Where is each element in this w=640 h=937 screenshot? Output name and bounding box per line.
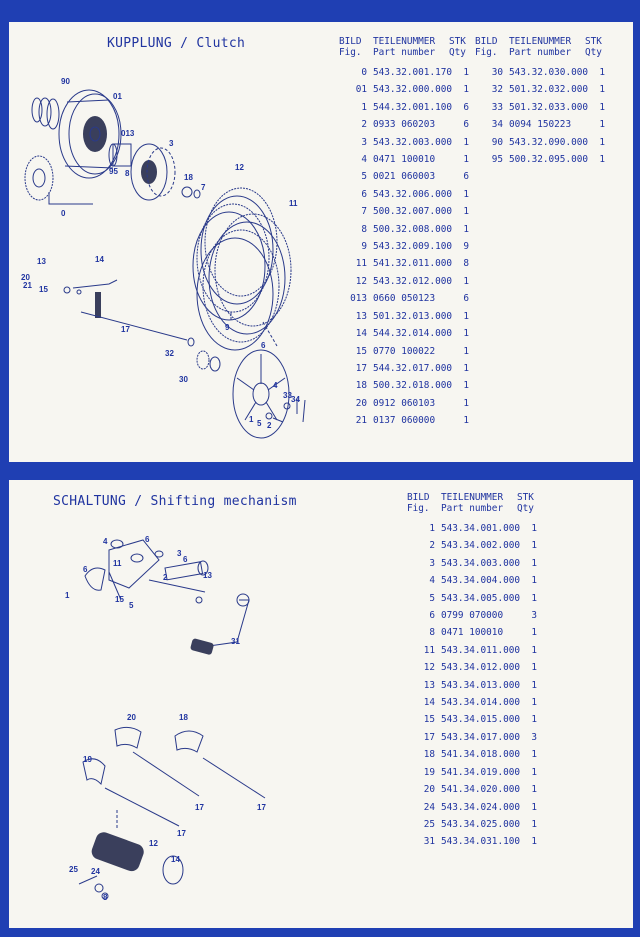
qty-cell: 1 <box>599 154 605 166</box>
qty-cell: 6 <box>463 293 469 305</box>
fig-cell: 30 <box>491 67 503 78</box>
qty-cell: 6 <box>463 119 469 131</box>
callout-90: 90 <box>61 77 70 86</box>
table-row <box>339 81 473 98</box>
fig-cell: 17 <box>423 731 435 743</box>
table-row <box>407 572 541 589</box>
callout-6: 6 <box>145 535 150 544</box>
fig-cell: 13 <box>423 679 435 691</box>
part-number-cell: 541.34.018.000 <box>441 749 521 761</box>
qty-cell: 1 <box>463 154 469 166</box>
table-row <box>407 659 541 676</box>
part-number-cell: 543.32.003.000 <box>373 136 453 148</box>
fig-cell: 11 <box>355 258 367 270</box>
table-row <box>339 325 473 342</box>
callout-2: 2 <box>163 573 168 582</box>
callout-11: 11 <box>113 559 122 568</box>
qty-cell: 1 <box>531 662 537 674</box>
qty-cell: 1 <box>463 362 469 374</box>
qty-cell: 1 <box>463 275 469 287</box>
callout-21: 21 <box>23 281 32 290</box>
fig-cell: 5 <box>429 592 435 604</box>
fig-cell: 4 <box>361 154 367 166</box>
shifting-exploded-diagram <box>9 480 339 928</box>
shift-shaft-assembly <box>85 540 208 603</box>
fig-cell: 8 <box>429 627 435 639</box>
table-row <box>339 203 473 220</box>
qty-cell: 1 <box>463 136 469 148</box>
callout-25: 25 <box>69 865 78 874</box>
callout-5: 5 <box>257 419 262 428</box>
callout-4: 4 <box>103 537 108 546</box>
qty-cell: 1 <box>531 523 537 534</box>
table-row <box>339 221 473 238</box>
callout-2: 2 <box>267 421 272 430</box>
clutch-exploded-diagram <box>9 22 339 462</box>
part-number-cell: 544.32.017.000 <box>373 362 453 374</box>
table-row <box>475 64 609 81</box>
clutch-parts-table-right <box>475 37 609 168</box>
callout-11: 11 <box>289 199 298 208</box>
part-number-cell: 500.32.008.000 <box>373 223 453 235</box>
clutch-title: KUPPLUNG / Clutch <box>107 36 246 51</box>
qty-cell: 1 <box>599 119 605 131</box>
fig-cell: 20 <box>355 397 367 409</box>
part-number-cell: 543.32.006.000 <box>373 188 453 200</box>
table-row <box>339 290 473 307</box>
part-number-cell: 541.34.019.000 <box>441 766 521 778</box>
callout-12: 12 <box>235 163 244 172</box>
fig-cell: 19 <box>423 766 435 778</box>
fig-cell: 6 <box>361 188 367 200</box>
table-row <box>339 343 473 360</box>
part-number-cell: 500.32.018.000 <box>373 380 453 392</box>
table-row <box>407 833 541 850</box>
table-row <box>407 555 541 572</box>
callout-4: 4 <box>273 381 278 390</box>
fig-cell: 013 <box>350 293 367 305</box>
part-number-cell: 543.34.025.000 <box>441 818 521 830</box>
part-number-cell: 541.32.011.000 <box>373 258 453 270</box>
fig-cell: 95 <box>491 154 503 166</box>
qty-cell: 1 <box>463 397 469 409</box>
table-row <box>339 134 473 151</box>
callout-17: 17 <box>121 325 130 334</box>
qty-cell: 1 <box>531 557 537 569</box>
part-number-cell: 543.34.001.000 <box>441 523 521 534</box>
table-header: BILD TEILENUMMER STK Fig. Part number Qty <box>407 492 534 514</box>
part-number-cell: 543.32.030.000 <box>509 67 589 78</box>
part-number-cell: 501.32.032.000 <box>509 84 589 96</box>
shift-drum <box>89 830 183 884</box>
table-row <box>407 746 541 763</box>
qty-cell: 1 <box>531 836 537 848</box>
callout-0: 0 <box>61 209 66 218</box>
part-number-cell: 500.32.095.000 <box>509 154 589 166</box>
fig-cell: 9 <box>361 241 367 253</box>
callout-9: 9 <box>225 323 230 332</box>
callout-15: 15 <box>39 285 48 294</box>
part-number-cell: 500.32.007.000 <box>373 206 453 218</box>
table-row <box>407 816 541 833</box>
callout-17b: 17 <box>257 803 266 812</box>
clutch-parts-table-left <box>339 37 473 430</box>
callout-6: 6 <box>261 341 266 350</box>
callout-95: 95 <box>109 167 118 176</box>
fig-cell: 15 <box>355 345 367 357</box>
part-number-cell: 543.34.013.000 <box>441 679 521 691</box>
callout-8: 8 <box>125 169 130 178</box>
qty-cell: 1 <box>599 67 605 78</box>
part-number-cell: 543.34.015.000 <box>441 714 521 726</box>
table-row <box>407 537 541 554</box>
qty-cell: 1 <box>531 818 537 830</box>
table-row <box>339 99 473 116</box>
callout-13: 13 <box>203 571 212 580</box>
callout-17a: 17 <box>195 803 204 812</box>
table-row <box>475 116 609 133</box>
qty-cell: 1 <box>531 784 537 796</box>
qty-cell: 1 <box>463 188 469 200</box>
fig-cell: 3 <box>429 557 435 569</box>
thrust-washers <box>32 98 59 129</box>
callout-6c: 6 <box>83 565 88 574</box>
clutch-lever <box>64 280 117 318</box>
callout-15: 15 <box>115 595 124 604</box>
part-number-cell: 543.32.012.000 <box>373 275 453 287</box>
part-number-cell: 0137 060000 <box>373 415 436 427</box>
callout-20: 20 <box>21 273 30 282</box>
fig-cell: 90 <box>491 136 503 148</box>
part-number-cell: 0933 060203 <box>373 119 436 131</box>
fig-cell: 13 <box>355 310 367 322</box>
callout-31: 31 <box>231 637 240 646</box>
table-row <box>339 186 473 203</box>
part-number-cell: 543.32.001.170 <box>373 67 453 78</box>
table-row <box>475 151 609 168</box>
table-row <box>407 711 541 728</box>
qty-cell: 1 <box>531 697 537 709</box>
qty-cell: 1 <box>463 206 469 218</box>
part-number-cell: 543.34.017.000 <box>441 731 521 743</box>
table-row <box>407 694 541 711</box>
qty-cell: 1 <box>463 380 469 392</box>
fig-cell: 34 <box>491 119 503 131</box>
fig-cell: 33 <box>491 101 503 113</box>
callout-5: 5 <box>129 601 134 610</box>
callout-33: 33 <box>283 391 292 400</box>
qty-cell: 1 <box>531 627 537 639</box>
table-row <box>339 255 473 272</box>
fig-cell: 5 <box>361 171 367 183</box>
qty-cell: 1 <box>463 67 469 78</box>
fig-cell: 2 <box>429 540 435 552</box>
table-row <box>407 624 541 641</box>
qty-cell: 1 <box>463 310 469 322</box>
table-row <box>407 590 541 607</box>
table-row <box>339 64 473 81</box>
qty-cell: 9 <box>463 241 469 253</box>
push-rod <box>81 312 187 340</box>
table-row <box>339 395 473 412</box>
fig-cell: 25 <box>423 818 435 830</box>
table-row <box>407 729 541 746</box>
part-number-cell: 0471 100010 <box>441 627 504 639</box>
qty-cell: 1 <box>531 766 537 778</box>
callout-32: 32 <box>165 349 174 358</box>
fig-cell: 17 <box>355 362 367 374</box>
part-number-cell: 543.34.014.000 <box>441 697 521 709</box>
fig-cell: 32 <box>491 84 503 96</box>
qty-cell: 1 <box>463 84 469 96</box>
fig-cell: 01 <box>355 84 367 96</box>
qty-cell: 1 <box>531 575 537 587</box>
table-row <box>407 607 541 624</box>
part-number-cell: 0471 100010 <box>373 154 436 166</box>
shift-forks <box>83 727 203 784</box>
part-number-cell: 543.34.002.000 <box>441 540 521 552</box>
fig-cell: 14 <box>423 697 435 709</box>
fig-cell: 7 <box>361 206 367 218</box>
callout-17c: 17 <box>177 829 186 838</box>
table-row <box>407 799 541 816</box>
table-header: BILD TEILENUMMER STK Fig. Part number Qty <box>475 36 602 58</box>
callout-30: 30 <box>179 375 188 384</box>
fig-cell: 0 <box>361 67 367 78</box>
callout-013: 013 <box>121 129 135 138</box>
qty-cell: 6 <box>463 101 469 113</box>
table-row <box>407 764 541 781</box>
part-number-cell: 501.32.013.000 <box>373 310 453 322</box>
part-number-cell: 543.34.004.000 <box>441 575 521 587</box>
qty-cell: 1 <box>531 801 537 813</box>
qty-cell: 1 <box>599 84 605 96</box>
qty-cell: 8 <box>463 258 469 270</box>
part-number-cell: 543.32.000.000 <box>373 84 453 96</box>
fig-cell: 20 <box>423 784 435 796</box>
part-number-cell: 544.32.014.000 <box>373 328 453 340</box>
part-number-cell: 543.32.009.100 <box>373 241 453 253</box>
table-row <box>339 308 473 325</box>
fig-cell: 1 <box>429 523 435 534</box>
table-row <box>407 642 541 659</box>
table-row <box>339 273 473 290</box>
callout-8: 8 <box>103 893 108 902</box>
table-header: BILD TEILENUMMER STK Fig. Part number Qty <box>339 36 466 58</box>
fig-cell: 24 <box>423 801 435 813</box>
callout-20: 20 <box>127 713 136 722</box>
part-number-cell: 0660 050123 <box>373 293 436 305</box>
qty-cell: 1 <box>463 223 469 235</box>
shifting-panel <box>9 480 633 928</box>
clutch-plates <box>193 188 291 350</box>
fig-cell: 12 <box>355 275 367 287</box>
qty-cell: 3 <box>531 731 537 743</box>
part-number-cell: 543.34.005.000 <box>441 592 521 604</box>
fig-cell: 4 <box>429 575 435 587</box>
qty-cell: 1 <box>531 679 537 691</box>
part-number-cell: 0799 070000 <box>441 610 504 622</box>
table-row <box>339 377 473 394</box>
part-number-cell: 543.32.090.000 <box>509 136 589 148</box>
qty-cell: 1 <box>531 644 537 656</box>
table-row <box>407 781 541 798</box>
table-row <box>407 677 541 694</box>
table-row <box>339 412 473 429</box>
fig-cell: 6 <box>429 610 435 622</box>
qty-cell: 1 <box>531 592 537 604</box>
callout-12: 12 <box>149 839 158 848</box>
callout-7: 7 <box>201 183 206 192</box>
part-number-cell: 501.32.033.000 <box>509 101 589 113</box>
fig-cell: 31 <box>423 836 435 848</box>
callout-34: 34 <box>291 395 300 404</box>
table-row <box>339 360 473 377</box>
fig-cell: 18 <box>423 749 435 761</box>
fig-cell: 8 <box>361 223 367 235</box>
qty-cell: 1 <box>531 749 537 761</box>
qty-cell: 6 <box>463 171 469 183</box>
callout-6b: 6 <box>183 555 188 564</box>
part-number-cell: 0770 100022 <box>373 345 436 357</box>
clutch-panel <box>9 22 633 462</box>
part-number-cell: 0912 060103 <box>373 397 436 409</box>
callout-1: 1 <box>65 591 70 600</box>
fig-cell: 15 <box>423 714 435 726</box>
fig-cell: 14 <box>355 328 367 340</box>
callout-18: 18 <box>184 173 193 182</box>
callout-14: 14 <box>95 255 104 264</box>
fig-cell: 21 <box>355 415 367 427</box>
callout-24: 24 <box>91 867 100 876</box>
callout-13: 13 <box>37 257 46 266</box>
callout-3: 3 <box>169 139 174 148</box>
callout-1: 1 <box>249 415 254 424</box>
table-row <box>407 520 541 537</box>
fork-rods <box>105 752 265 826</box>
fig-cell: 12 <box>423 662 435 674</box>
part-number-cell: 543.34.024.000 <box>441 801 521 813</box>
callout-19: 19 <box>83 755 92 764</box>
part-number-cell: 543.34.031.100 <box>441 836 521 848</box>
callout-3: 3 <box>177 549 182 558</box>
inner-hub <box>131 144 175 200</box>
qty-cell: 1 <box>599 136 605 148</box>
part-number-cell: 544.32.001.100 <box>373 101 453 113</box>
qty-cell: 1 <box>531 714 537 726</box>
qty-cell: 1 <box>531 540 537 552</box>
qty-cell: 1 <box>599 101 605 113</box>
fig-cell: 2 <box>361 119 367 131</box>
part-number-cell: 0094 150223 <box>509 119 572 131</box>
part-number-cell: 543.34.011.000 <box>441 644 521 656</box>
table-row <box>475 134 609 151</box>
table-row <box>339 116 473 133</box>
callout-01: 01 <box>113 92 122 101</box>
table-row <box>339 151 473 168</box>
qty-cell: 1 <box>463 345 469 357</box>
fig-cell: 18 <box>355 380 367 392</box>
callout-18: 18 <box>179 713 188 722</box>
qty-cell: 3 <box>531 610 537 622</box>
table-row <box>339 168 473 185</box>
shifting-parts-table <box>407 493 541 851</box>
part-number-cell: 0021 060003 <box>373 171 436 183</box>
callout-14: 14 <box>171 855 180 864</box>
fig-cell: 11 <box>423 644 435 656</box>
part-number-cell: 543.34.012.000 <box>441 662 521 674</box>
table-row <box>339 238 473 255</box>
qty-cell: 1 <box>463 328 469 340</box>
table-row <box>475 81 609 98</box>
fig-cell: 3 <box>361 136 367 148</box>
qty-cell: 1 <box>463 415 469 427</box>
fig-cell: 1 <box>361 101 367 113</box>
shifting-title: SCHALTUNG / Shifting mechanism <box>53 494 297 509</box>
part-number-cell: 541.34.020.000 <box>441 784 521 796</box>
part-number-cell: 543.34.003.000 <box>441 557 521 569</box>
table-row <box>475 99 609 116</box>
